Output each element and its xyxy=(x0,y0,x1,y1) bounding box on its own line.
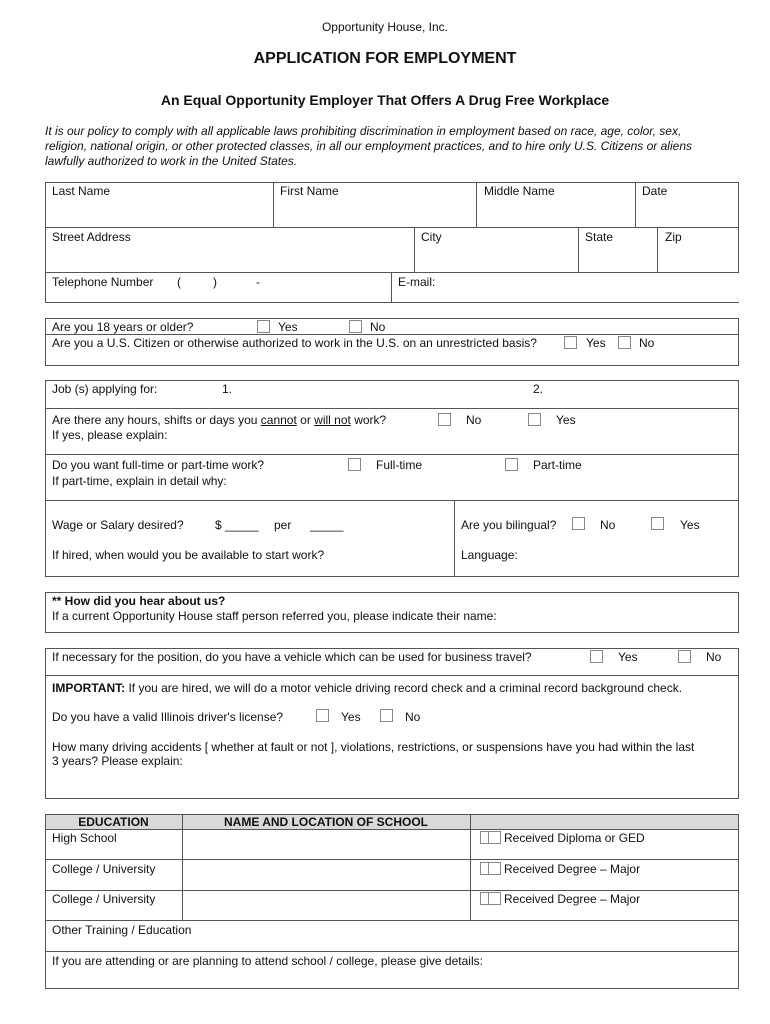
degree-1-checkbox-alt[interactable] xyxy=(488,862,501,875)
start-date-field[interactable]: If hired, when would you be available to start work? xyxy=(52,548,325,562)
parttime-explain-field[interactable]: If part-time, explain in detail why: xyxy=(52,474,227,488)
license-no-checkbox[interactable] xyxy=(380,709,393,722)
education-level-highschool: High School xyxy=(52,831,117,845)
citizen-no-checkbox[interactable] xyxy=(618,336,631,349)
education-col-header: EDUCATION xyxy=(78,815,149,829)
education-level-college-1: College / University xyxy=(52,862,156,876)
license-yes-checkbox[interactable] xyxy=(316,709,329,722)
bilingual-no-label: No xyxy=(600,518,616,532)
accidents-question-line-1: How many driving accidents [ whether at fault or not ], violations, restrictions, or suspensions have you had within the last xyxy=(52,740,695,754)
degree-2-label: Received Degree – Major xyxy=(504,892,641,906)
zip-field[interactable]: Zip xyxy=(665,230,682,244)
date-field[interactable]: Date xyxy=(642,184,668,198)
tel-paren-open: ( xyxy=(177,275,181,289)
degree-1-label: Received Degree – Major xyxy=(504,862,641,876)
tel-dash: - xyxy=(256,275,260,289)
vehicle-question: If necessary for the position, do you have a vehicle which can be used for business travel? xyxy=(52,650,532,664)
bilingual-yes-checkbox[interactable] xyxy=(651,517,664,530)
telephone-field[interactable]: Telephone Number xyxy=(52,275,154,289)
parttime-label: Part-time xyxy=(533,458,582,472)
hours-question: Are there any hours, shifts or days you cannot or will not work? xyxy=(52,413,387,427)
referral-heading: ** How did you hear about us? xyxy=(52,594,226,608)
state-field[interactable]: State xyxy=(585,230,614,244)
diploma-checkbox-alt[interactable] xyxy=(488,831,501,844)
city-field[interactable]: City xyxy=(421,230,442,244)
policy-line-1: It is our policy to comply with all applicable laws prohibiting discrimination in employment based on race, age, color, sex, xyxy=(45,124,682,138)
other-training-field[interactable]: Other Training / Education xyxy=(52,923,192,937)
hours-no-checkbox[interactable] xyxy=(438,413,451,426)
age-question: Are you 18 years or older? xyxy=(52,320,194,334)
subtitle: An Equal Opportunity Employer That Offers A Drug Free Workplace xyxy=(160,92,610,108)
middle-name-field[interactable]: Middle Name xyxy=(484,184,555,198)
wage-per-label: per xyxy=(274,518,292,532)
license-question: Do you have a valid Illinois driver's license? xyxy=(52,710,284,724)
email-field[interactable]: E-mail: xyxy=(398,275,436,289)
bilingual-yes-label: Yes xyxy=(680,518,700,532)
page-title: APPLICATION FOR EMPLOYMENT xyxy=(253,50,517,67)
citizen-yes-label: Yes xyxy=(586,336,606,350)
tel-paren-close: ) xyxy=(213,275,217,289)
citizen-yes-checkbox[interactable] xyxy=(564,336,577,349)
important-notice: IMPORTANT: If you are hired, we will do a motor vehicle driving record check and a criminal record background check. xyxy=(52,681,683,695)
citizen-question: Are you a U.S. Citizen or otherwise authorized to work in the U.S. on an unrestricted basis? xyxy=(52,336,537,350)
fulltime-question: Do you want full-time or part-time work? xyxy=(52,458,265,472)
age-yes-checkbox[interactable] xyxy=(257,320,270,333)
parttime-checkbox[interactable] xyxy=(505,458,518,471)
school-col-header: NAME AND LOCATION OF SCHOOL xyxy=(224,815,428,829)
diploma-label: Received Diploma or GED xyxy=(504,831,645,845)
age-no-checkbox[interactable] xyxy=(349,320,362,333)
hours-yes-checkbox[interactable] xyxy=(528,413,541,426)
fulltime-label: Full-time xyxy=(376,458,423,472)
first-name-field[interactable]: First Name xyxy=(280,184,339,198)
vehicle-no-checkbox[interactable] xyxy=(678,650,691,663)
citizen-no-label: No xyxy=(639,336,655,350)
jobs-applying-label: Job (s) applying for: xyxy=(52,382,158,396)
wage-label: Wage or Salary desired? xyxy=(52,518,184,532)
degree-2-checkbox-alt[interactable] xyxy=(488,892,501,905)
age-yes-label: Yes xyxy=(278,320,298,334)
wage-per-field[interactable]: _____ xyxy=(310,518,344,532)
vehicle-yes-checkbox[interactable] xyxy=(590,650,603,663)
wage-amount-field[interactable]: $ _____ xyxy=(215,518,259,532)
vehicle-yes-label: Yes xyxy=(618,650,638,664)
hours-no-label: No xyxy=(466,413,482,427)
age-no-label: No xyxy=(370,320,386,334)
license-no-label: No xyxy=(405,710,421,724)
job-2-field[interactable]: 2. xyxy=(533,382,544,396)
organization-name: Opportunity House, Inc. xyxy=(321,20,449,34)
policy-line-3: lawfully authorized to work in the United States. xyxy=(45,154,298,168)
hours-explain-field[interactable]: If yes, please explain: xyxy=(52,428,168,442)
fulltime-checkbox[interactable] xyxy=(348,458,361,471)
job-1-field[interactable]: 1. xyxy=(222,382,233,396)
accidents-question-line-2[interactable]: 3 years? Please explain: xyxy=(52,754,183,768)
hours-yes-label: Yes xyxy=(556,413,576,427)
policy-line-2: religion, national origin, or other protected classes, in all our employment practices, and to hire only U.S. Citizens or aliens xyxy=(45,139,692,153)
education-level-college-2: College / University xyxy=(52,892,156,906)
license-yes-label: Yes xyxy=(341,710,361,724)
language-field[interactable]: Language: xyxy=(461,548,518,562)
attending-school-field[interactable]: If you are attending or are planning to attend school / college, please give details: xyxy=(52,954,483,968)
bilingual-question: Are you bilingual? xyxy=(461,518,557,532)
bilingual-no-checkbox[interactable] xyxy=(572,517,585,530)
last-name-field[interactable]: Last Name xyxy=(52,184,111,198)
vehicle-no-label: No xyxy=(706,650,722,664)
referral-name-field[interactable]: If a current Opportunity House staff person referred you, please indicate their name: xyxy=(52,609,497,623)
street-address-field[interactable]: Street Address xyxy=(52,230,131,244)
